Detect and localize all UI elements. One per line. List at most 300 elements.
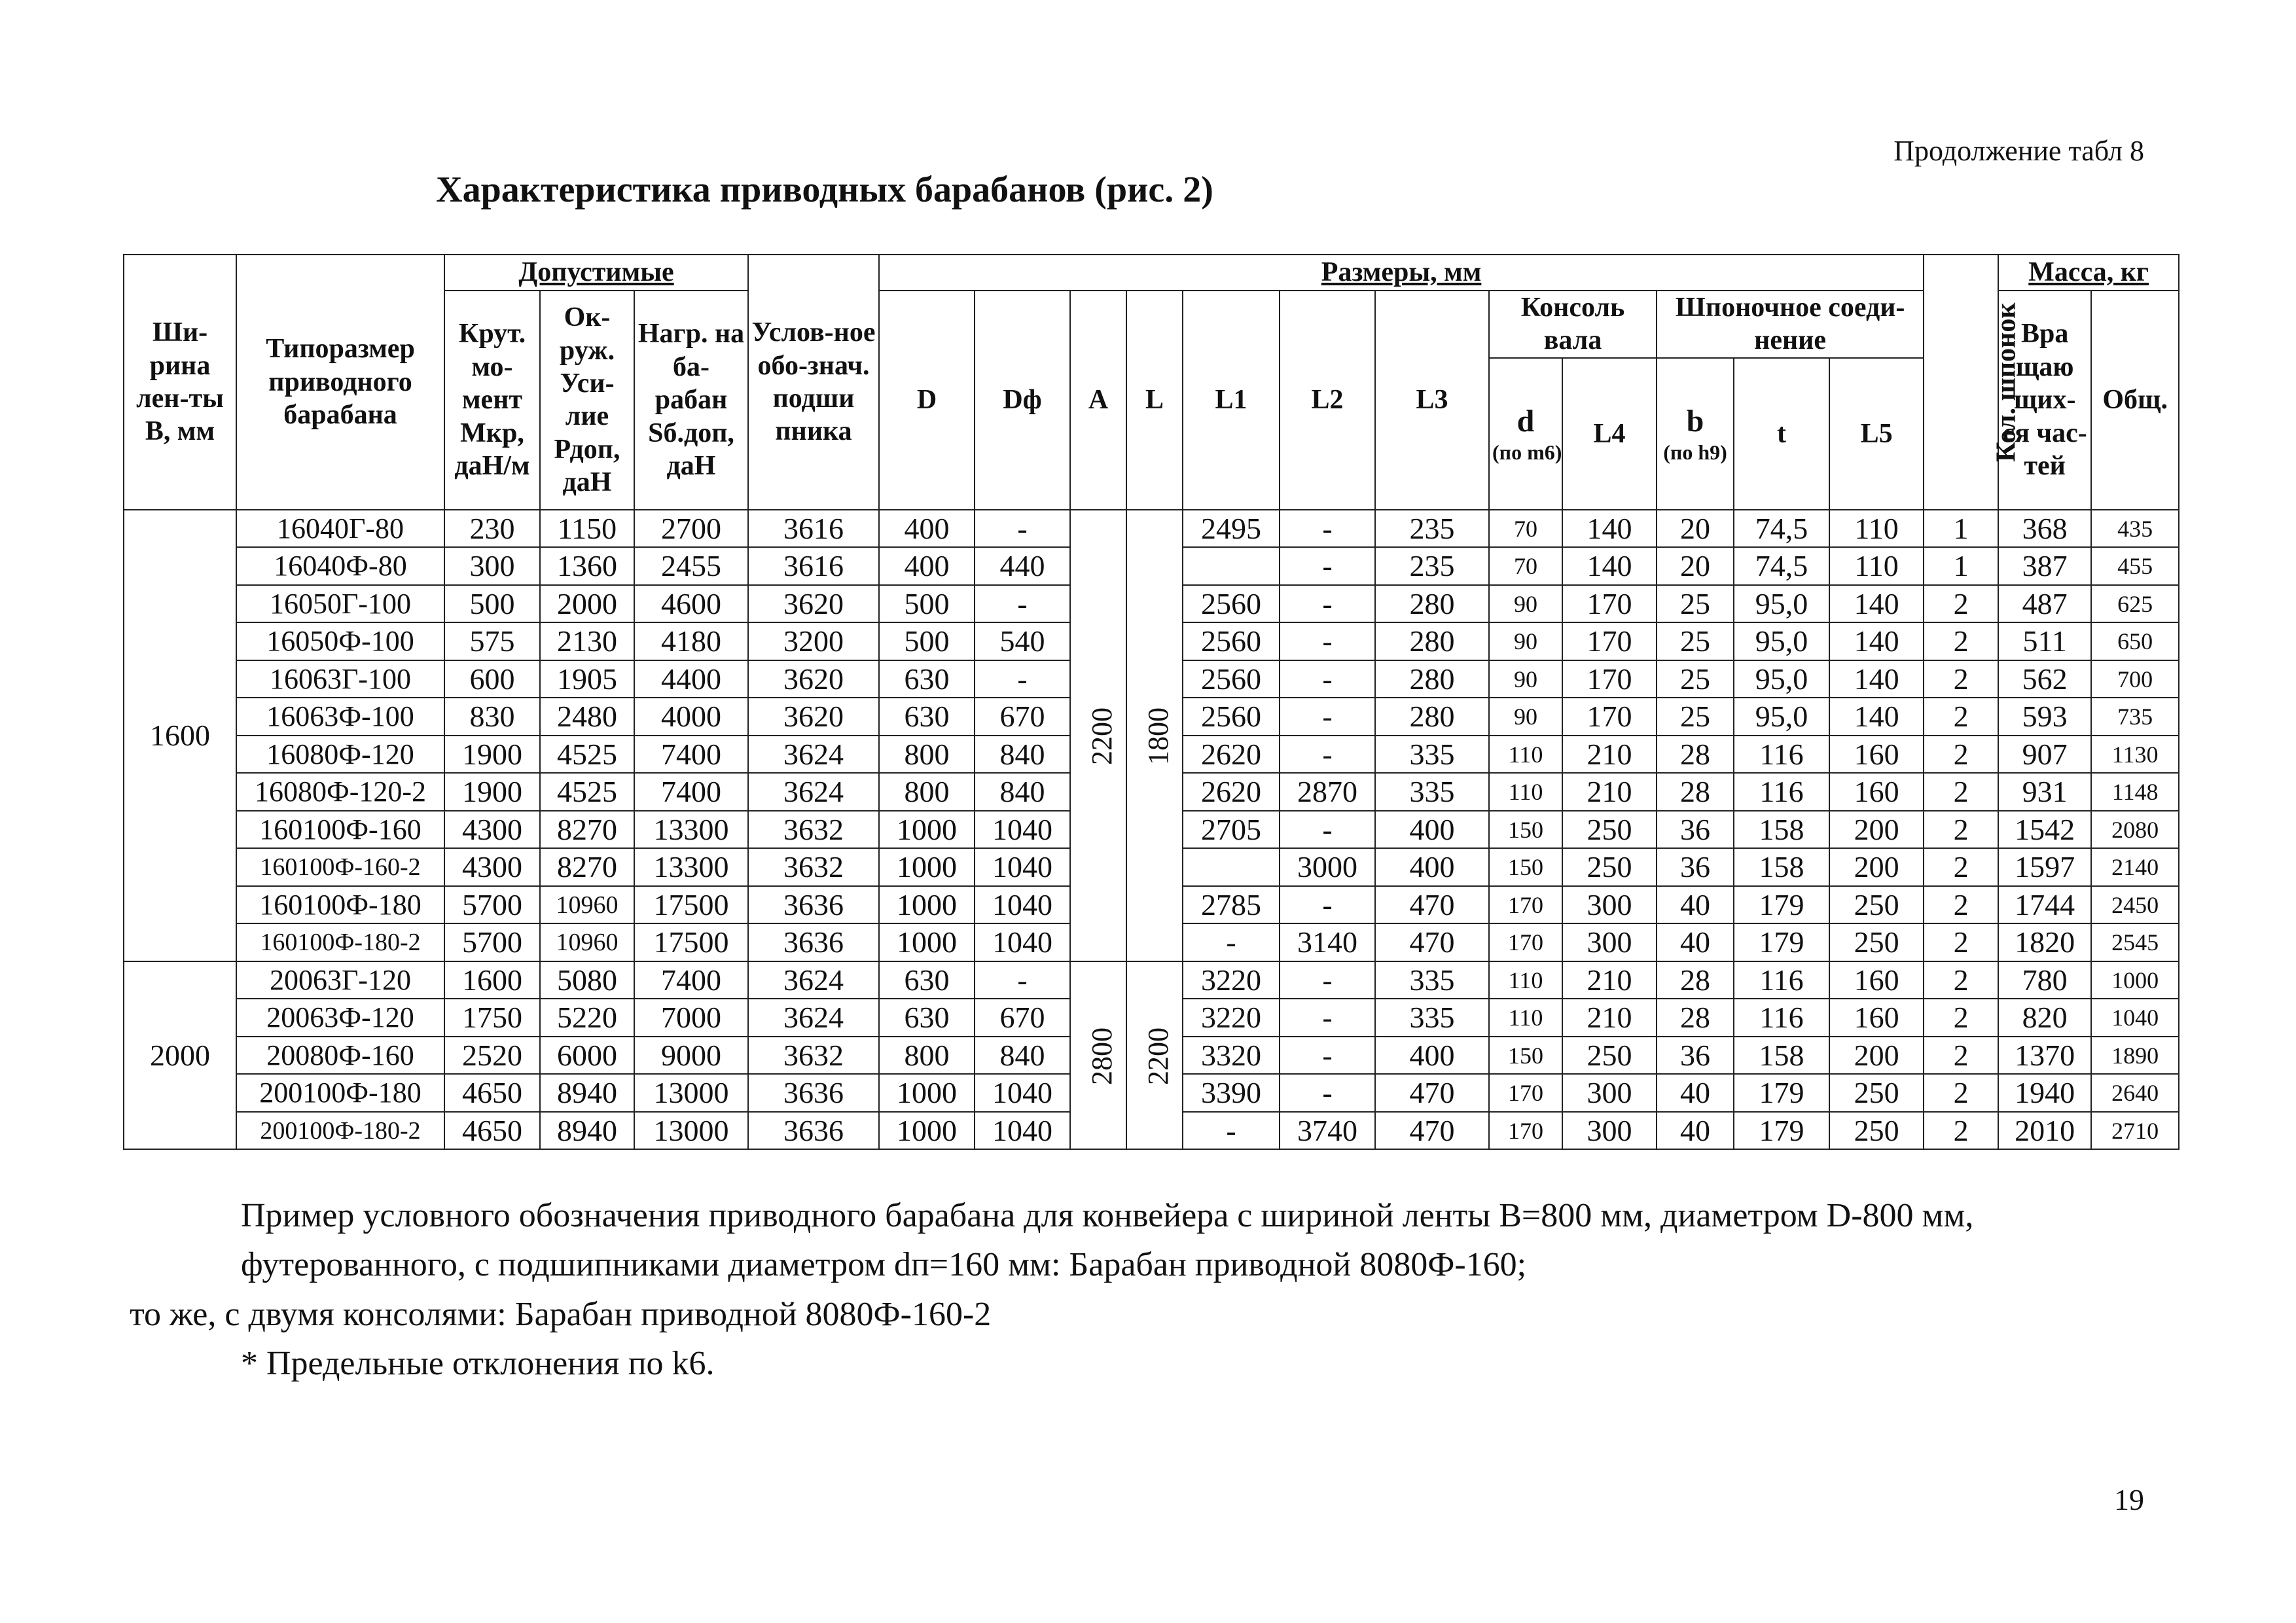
D-cell: 1000 bbox=[879, 811, 975, 849]
L4-cell: 170 bbox=[1562, 660, 1657, 698]
L3-cell: 335 bbox=[1375, 999, 1489, 1037]
Df-cell: 840 bbox=[975, 1037, 1070, 1075]
L1-cell: 2560 bbox=[1183, 698, 1280, 736]
L2-cell: - bbox=[1280, 510, 1375, 548]
L3-cell: 470 bbox=[1375, 1112, 1489, 1150]
torque-cell: 5700 bbox=[444, 923, 540, 961]
L4-cell: 210 bbox=[1562, 999, 1657, 1037]
load-cell: 7400 bbox=[634, 736, 748, 774]
torque-cell: 500 bbox=[444, 585, 540, 623]
b-cell: 36 bbox=[1657, 848, 1734, 886]
L1-cell: 3390 bbox=[1183, 1074, 1280, 1112]
L4-cell: 210 bbox=[1562, 736, 1657, 774]
torque-cell: 1750 bbox=[444, 999, 540, 1037]
mass-total-cell: 625 bbox=[2091, 585, 2179, 623]
mass-total-cell: 1000 bbox=[2091, 961, 2179, 999]
header-type: Типоразмер приводного барабана bbox=[236, 255, 444, 510]
type-cell: 16063Г-100 bbox=[236, 660, 444, 698]
continuation-label: Продолжение табл 8 bbox=[1893, 135, 2144, 167]
L2-cell: - bbox=[1280, 1074, 1375, 1112]
L3-cell: 470 bbox=[1375, 1074, 1489, 1112]
L3-cell: 280 bbox=[1375, 585, 1489, 623]
force-cell: 1905 bbox=[540, 660, 634, 698]
Df-cell: 1040 bbox=[975, 1112, 1070, 1150]
L-cell: 2200 bbox=[1126, 961, 1183, 1150]
b-cell: 36 bbox=[1657, 811, 1734, 849]
load-cell: 17500 bbox=[634, 886, 748, 924]
bearing-cell: 3624 bbox=[748, 773, 879, 811]
header-designation: Услов-ное обо-знач. подши пника bbox=[748, 255, 879, 510]
L5-cell: 200 bbox=[1829, 1037, 1924, 1075]
L3-cell: 470 bbox=[1375, 923, 1489, 961]
load-cell: 9000 bbox=[634, 1037, 748, 1075]
bearing-cell: 3200 bbox=[748, 622, 879, 660]
bearing-cell: 3616 bbox=[748, 547, 879, 585]
force-cell: 1360 bbox=[540, 547, 634, 585]
belt-width-cell: 1600 bbox=[124, 510, 236, 961]
Df-cell: 670 bbox=[975, 698, 1070, 736]
force-cell: 6000 bbox=[540, 1037, 634, 1075]
torque-cell: 1900 bbox=[444, 773, 540, 811]
b-cell: 20 bbox=[1657, 547, 1734, 585]
force-cell: 5220 bbox=[540, 999, 634, 1037]
L3-cell: 335 bbox=[1375, 773, 1489, 811]
header-D: D bbox=[879, 291, 975, 510]
L4-cell: 210 bbox=[1562, 961, 1657, 999]
header-mass-total: Общ. bbox=[2091, 291, 2179, 510]
L1-cell: 2620 bbox=[1183, 773, 1280, 811]
d-cell: 170 bbox=[1489, 923, 1562, 961]
L1-cell: 2785 bbox=[1183, 886, 1280, 924]
Df-cell: 670 bbox=[975, 999, 1070, 1037]
t-cell: 179 bbox=[1734, 1112, 1829, 1150]
D-cell: 1000 bbox=[879, 923, 975, 961]
L5-cell: 110 bbox=[1829, 510, 1924, 548]
d-cell: 150 bbox=[1489, 848, 1562, 886]
Df-cell: 840 bbox=[975, 736, 1070, 774]
type-cell: 16040Г-80 bbox=[236, 510, 444, 548]
keys-cell: 2 bbox=[1924, 736, 1998, 774]
b-cell: 25 bbox=[1657, 622, 1734, 660]
torque-cell: 1600 bbox=[444, 961, 540, 999]
b-cell: 40 bbox=[1657, 923, 1734, 961]
bearing-cell: 3632 bbox=[748, 1037, 879, 1075]
header-allowable: Допустимые bbox=[444, 255, 748, 291]
t-cell: 116 bbox=[1734, 773, 1829, 811]
mass-rotating-cell: 511 bbox=[1998, 622, 2091, 660]
mass-rotating-cell: 1542 bbox=[1998, 811, 2091, 849]
t-cell: 179 bbox=[1734, 886, 1829, 924]
D-cell: 630 bbox=[879, 999, 975, 1037]
L4-cell: 250 bbox=[1562, 848, 1657, 886]
bearing-cell: 3636 bbox=[748, 923, 879, 961]
L5-cell: 160 bbox=[1829, 961, 1924, 999]
Df-cell: 1040 bbox=[975, 848, 1070, 886]
header-b: b (по h9) bbox=[1657, 358, 1734, 510]
mass-rotating-cell: 1820 bbox=[1998, 923, 2091, 961]
D-cell: 1000 bbox=[879, 886, 975, 924]
mass-total-cell: 650 bbox=[2091, 622, 2179, 660]
L3-cell: 280 bbox=[1375, 622, 1489, 660]
d-cell: 170 bbox=[1489, 1074, 1562, 1112]
torque-cell: 230 bbox=[444, 510, 540, 548]
type-cell: 16080Ф-120 bbox=[236, 736, 444, 774]
L2-cell: - bbox=[1280, 585, 1375, 623]
keys-cell: 2 bbox=[1924, 848, 1998, 886]
header-force: Ок-руж. Уси-лие Рдоп, даН bbox=[540, 291, 634, 510]
force-cell: 8940 bbox=[540, 1112, 634, 1150]
b-cell: 25 bbox=[1657, 585, 1734, 623]
L5-cell: 160 bbox=[1829, 736, 1924, 774]
A-cell: 2800 bbox=[1070, 961, 1126, 1150]
L4-cell: 140 bbox=[1562, 510, 1657, 548]
L5-cell: 200 bbox=[1829, 848, 1924, 886]
note-two-consoles: то же, с двумя консолями: Барабан приводной 8080Ф-160-2 bbox=[130, 1295, 992, 1333]
d-cell: 110 bbox=[1489, 999, 1562, 1037]
Df-cell: - bbox=[975, 585, 1070, 623]
b-cell: 36 bbox=[1657, 1037, 1734, 1075]
d-cell: 170 bbox=[1489, 1112, 1562, 1150]
header-d: d (по m6) bbox=[1489, 358, 1562, 510]
load-cell: 13300 bbox=[634, 811, 748, 849]
L5-cell: 140 bbox=[1829, 698, 1924, 736]
L4-cell: 300 bbox=[1562, 923, 1657, 961]
load-cell: 13300 bbox=[634, 848, 748, 886]
t-cell: 116 bbox=[1734, 736, 1829, 774]
force-cell: 2480 bbox=[540, 698, 634, 736]
type-cell: 16040Ф-80 bbox=[236, 547, 444, 585]
D-cell: 800 bbox=[879, 736, 975, 774]
D-cell: 800 bbox=[879, 1037, 975, 1075]
torque-cell: 600 bbox=[444, 660, 540, 698]
mass-total-cell: 1130 bbox=[2091, 736, 2179, 774]
table-body bbox=[124, 510, 2179, 1150]
L3-cell: 470 bbox=[1375, 886, 1489, 924]
D-cell: 1000 bbox=[879, 1074, 975, 1112]
d-cell: 150 bbox=[1489, 811, 1562, 849]
L1-cell: - bbox=[1183, 923, 1280, 961]
type-cell: 20063Ф-120 bbox=[236, 999, 444, 1037]
L2-cell: 3140 bbox=[1280, 923, 1375, 961]
keys-cell: 2 bbox=[1924, 923, 1998, 961]
load-cell: 7400 bbox=[634, 961, 748, 999]
L4-cell: 170 bbox=[1562, 698, 1657, 736]
L4-cell: 210 bbox=[1562, 773, 1657, 811]
torque-cell: 830 bbox=[444, 698, 540, 736]
type-cell: 16050Г-100 bbox=[236, 585, 444, 623]
bearing-cell: 3620 bbox=[748, 698, 879, 736]
type-cell: 160100Ф-180 bbox=[236, 886, 444, 924]
header-width: Ши-рина лен-ты В, мм bbox=[124, 255, 236, 510]
keys-cell: 2 bbox=[1924, 698, 1998, 736]
L2-cell: 3000 bbox=[1280, 848, 1375, 886]
torque-cell: 1900 bbox=[444, 736, 540, 774]
mass-rotating-cell: 1744 bbox=[1998, 886, 2091, 924]
bearing-cell: 3624 bbox=[748, 999, 879, 1037]
torque-cell: 300 bbox=[444, 547, 540, 585]
Df-cell: 1040 bbox=[975, 811, 1070, 849]
L4-cell: 250 bbox=[1562, 811, 1657, 849]
header-L3: L3 bbox=[1375, 291, 1489, 510]
load-cell: 13000 bbox=[634, 1112, 748, 1150]
note-block bbox=[130, 1191, 2165, 1389]
mass-total-cell: 2450 bbox=[2091, 886, 2179, 924]
d-cell: 70 bbox=[1489, 547, 1562, 585]
force-cell: 10960 bbox=[540, 886, 634, 924]
header-key: Шпоночное соеди-нение bbox=[1657, 291, 1924, 358]
L1-cell bbox=[1183, 848, 1280, 886]
L5-cell: 250 bbox=[1829, 923, 1924, 961]
mass-total-cell: 735 bbox=[2091, 698, 2179, 736]
L5-cell: 140 bbox=[1829, 585, 1924, 623]
mass-rotating-cell: 780 bbox=[1998, 961, 2091, 999]
mass-total-cell: 1148 bbox=[2091, 773, 2179, 811]
keys-cell: 2 bbox=[1924, 1112, 1998, 1150]
D-cell: 500 bbox=[879, 585, 975, 623]
Df-cell: 440 bbox=[975, 547, 1070, 585]
L1-cell: 3220 bbox=[1183, 999, 1280, 1037]
L2-cell: - bbox=[1280, 886, 1375, 924]
L2-cell: - bbox=[1280, 660, 1375, 698]
mass-total-cell: 2640 bbox=[2091, 1074, 2179, 1112]
L1-cell: 2620 bbox=[1183, 736, 1280, 774]
force-cell: 8270 bbox=[540, 811, 634, 849]
mass-total-cell: 1040 bbox=[2091, 999, 2179, 1037]
bearing-cell: 3636 bbox=[748, 886, 879, 924]
b-cell: 20 bbox=[1657, 510, 1734, 548]
D-cell: 800 bbox=[879, 773, 975, 811]
L3-cell: 235 bbox=[1375, 510, 1489, 548]
torque-cell: 2520 bbox=[444, 1037, 540, 1075]
d-cell: 110 bbox=[1489, 961, 1562, 999]
L3-cell: 400 bbox=[1375, 811, 1489, 849]
t-cell: 158 bbox=[1734, 1037, 1829, 1075]
mass-rotating-cell: 1940 bbox=[1998, 1074, 2091, 1112]
keys-cell: 2 bbox=[1924, 886, 1998, 924]
header-mass: Масса, кг bbox=[1998, 255, 2179, 291]
Df-cell: 840 bbox=[975, 773, 1070, 811]
mass-rotating-cell: 907 bbox=[1998, 736, 2091, 774]
keys-cell: 2 bbox=[1924, 773, 1998, 811]
t-cell: 158 bbox=[1734, 848, 1829, 886]
mass-rotating-cell: 387 bbox=[1998, 547, 2091, 585]
load-cell: 4600 bbox=[634, 585, 748, 623]
t-cell: 158 bbox=[1734, 811, 1829, 849]
L2-cell: - bbox=[1280, 811, 1375, 849]
L2-cell: 2870 bbox=[1280, 773, 1375, 811]
force-cell: 2000 bbox=[540, 585, 634, 623]
d-cell: 110 bbox=[1489, 773, 1562, 811]
L1-cell: 3220 bbox=[1183, 961, 1280, 999]
L2-cell: - bbox=[1280, 622, 1375, 660]
drums-table bbox=[123, 254, 2179, 1150]
bearing-cell: 3616 bbox=[748, 510, 879, 548]
b-cell: 25 bbox=[1657, 660, 1734, 698]
header-dimensions: Размеры, мм bbox=[879, 255, 1924, 291]
L2-cell: - bbox=[1280, 698, 1375, 736]
keys-cell: 1 bbox=[1924, 510, 1998, 548]
L2-cell: - bbox=[1280, 1037, 1375, 1075]
force-cell: 8270 bbox=[540, 848, 634, 886]
L3-cell: 235 bbox=[1375, 547, 1489, 585]
load-cell: 17500 bbox=[634, 923, 748, 961]
keys-cell: 2 bbox=[1924, 660, 1998, 698]
L3-cell: 335 bbox=[1375, 961, 1489, 999]
force-cell: 4525 bbox=[540, 773, 634, 811]
mass-total-cell: 1890 bbox=[2091, 1037, 2179, 1075]
keys-cell: 2 bbox=[1924, 585, 1998, 623]
load-cell: 2455 bbox=[634, 547, 748, 585]
L5-cell: 160 bbox=[1829, 773, 1924, 811]
D-cell: 630 bbox=[879, 698, 975, 736]
t-cell: 74,5 bbox=[1734, 510, 1829, 548]
t-cell: 179 bbox=[1734, 1074, 1829, 1112]
L5-cell: 250 bbox=[1829, 886, 1924, 924]
Df-cell: - bbox=[975, 660, 1070, 698]
L2-cell: - bbox=[1280, 736, 1375, 774]
type-cell: 16050Ф-100 bbox=[236, 622, 444, 660]
torque-cell: 5700 bbox=[444, 886, 540, 924]
force-cell: 1150 bbox=[540, 510, 634, 548]
bearing-cell: 3620 bbox=[748, 660, 879, 698]
Df-cell: 540 bbox=[975, 622, 1070, 660]
L5-cell: 140 bbox=[1829, 622, 1924, 660]
header-A: A bbox=[1070, 291, 1126, 510]
bearing-cell: 3620 bbox=[748, 585, 879, 623]
L5-cell: 250 bbox=[1829, 1074, 1924, 1112]
t-cell: 95,0 bbox=[1734, 585, 1829, 623]
L4-cell: 300 bbox=[1562, 1074, 1657, 1112]
t-cell: 179 bbox=[1734, 923, 1829, 961]
load-cell: 4180 bbox=[634, 622, 748, 660]
Df-cell: 1040 bbox=[975, 1074, 1070, 1112]
d-cell: 110 bbox=[1489, 736, 1562, 774]
mass-rotating-cell: 487 bbox=[1998, 585, 2091, 623]
force-cell: 2130 bbox=[540, 622, 634, 660]
mass-rotating-cell: 593 bbox=[1998, 698, 2091, 736]
mass-total-cell: 700 bbox=[2091, 660, 2179, 698]
L1-cell: - bbox=[1183, 1112, 1280, 1150]
keys-cell: 2 bbox=[1924, 1037, 1998, 1075]
D-cell: 1000 bbox=[879, 1112, 975, 1150]
b-cell: 28 bbox=[1657, 736, 1734, 774]
load-cell: 4400 bbox=[634, 660, 748, 698]
L1-cell: 2560 bbox=[1183, 660, 1280, 698]
bearing-cell: 3632 bbox=[748, 848, 879, 886]
note-tolerance: * Предельные отклонения по k6. bbox=[241, 1345, 715, 1383]
d-cell: 90 bbox=[1489, 585, 1562, 623]
Df-cell: 1040 bbox=[975, 923, 1070, 961]
keys-cell: 2 bbox=[1924, 1074, 1998, 1112]
mass-rotating-cell: 1597 bbox=[1998, 848, 2091, 886]
keys-cell: 2 bbox=[1924, 622, 1998, 660]
L5-cell: 110 bbox=[1829, 547, 1924, 585]
L2-cell: - bbox=[1280, 547, 1375, 585]
bearing-cell: 3632 bbox=[748, 811, 879, 849]
header-L2: L2 bbox=[1280, 291, 1375, 510]
mass-rotating-cell: 1370 bbox=[1998, 1037, 2091, 1075]
D-cell: 400 bbox=[879, 510, 975, 548]
L3-cell: 400 bbox=[1375, 1037, 1489, 1075]
L5-cell: 200 bbox=[1829, 811, 1924, 849]
b-cell: 28 bbox=[1657, 961, 1734, 999]
b-cell: 25 bbox=[1657, 698, 1734, 736]
mass-total-cell: 2710 bbox=[2091, 1112, 2179, 1150]
L4-cell: 170 bbox=[1562, 585, 1657, 623]
header-Df: Dф bbox=[975, 291, 1070, 510]
b-cell: 28 bbox=[1657, 999, 1734, 1037]
force-cell: 10960 bbox=[540, 923, 634, 961]
type-cell: 20063Г-120 bbox=[236, 961, 444, 999]
force-cell: 8940 bbox=[540, 1074, 634, 1112]
table-row bbox=[124, 510, 2179, 548]
page-number: 19 bbox=[2114, 1483, 2144, 1516]
D-cell: 630 bbox=[879, 660, 975, 698]
L1-cell: 2495 bbox=[1183, 510, 1280, 548]
L3-cell: 280 bbox=[1375, 660, 1489, 698]
type-cell: 16063Ф-100 bbox=[236, 698, 444, 736]
L3-cell: 335 bbox=[1375, 736, 1489, 774]
bearing-cell: 3636 bbox=[748, 1074, 879, 1112]
d-cell: 90 bbox=[1489, 622, 1562, 660]
type-cell: 160100Ф-160-2 bbox=[236, 848, 444, 886]
header-load: Нагр. на ба-рабан Sб.доп, даН bbox=[634, 291, 748, 510]
t-cell: 116 bbox=[1734, 999, 1829, 1037]
load-cell: 13000 bbox=[634, 1074, 748, 1112]
header-L1: L1 bbox=[1183, 291, 1280, 510]
b-cell: 28 bbox=[1657, 773, 1734, 811]
d-cell: 70 bbox=[1489, 510, 1562, 548]
d-cell: 90 bbox=[1489, 698, 1562, 736]
L4-cell: 170 bbox=[1562, 622, 1657, 660]
header-torque: Крут. мо-мент Мкр, даН/м bbox=[444, 291, 540, 510]
load-cell: 7000 bbox=[634, 999, 748, 1037]
D-cell: 1000 bbox=[879, 848, 975, 886]
bearing-cell: 3624 bbox=[748, 736, 879, 774]
header-L4: L4 bbox=[1562, 358, 1657, 510]
type-cell: 160100Ф-160 bbox=[236, 811, 444, 849]
D-cell: 400 bbox=[879, 547, 975, 585]
keys-cell: 2 bbox=[1924, 961, 1998, 999]
L5-cell: 160 bbox=[1829, 999, 1924, 1037]
L5-cell: 250 bbox=[1829, 1112, 1924, 1150]
type-cell: 200100Ф-180 bbox=[236, 1074, 444, 1112]
load-cell: 4000 bbox=[634, 698, 748, 736]
Df-cell: 1040 bbox=[975, 886, 1070, 924]
mass-total-cell: 455 bbox=[2091, 547, 2179, 585]
A-cell: 2200 bbox=[1070, 510, 1126, 961]
force-cell: 5080 bbox=[540, 961, 634, 999]
load-cell: 2700 bbox=[634, 510, 748, 548]
t-cell: 95,0 bbox=[1734, 660, 1829, 698]
b-cell: 40 bbox=[1657, 886, 1734, 924]
type-cell: 16080Ф-120-2 bbox=[236, 773, 444, 811]
mass-rotating-cell: 368 bbox=[1998, 510, 2091, 548]
D-cell: 630 bbox=[879, 961, 975, 999]
bearing-cell: 3624 bbox=[748, 961, 879, 999]
L4-cell: 300 bbox=[1562, 886, 1657, 924]
force-cell: 4525 bbox=[540, 736, 634, 774]
L1-cell: 3320 bbox=[1183, 1037, 1280, 1075]
header-keys: Кол. шпонок bbox=[1924, 255, 1998, 510]
torque-cell: 4300 bbox=[444, 848, 540, 886]
L2-cell: - bbox=[1280, 961, 1375, 999]
L5-cell: 140 bbox=[1829, 660, 1924, 698]
keys-cell: 1 bbox=[1924, 547, 1998, 585]
mass-total-cell: 2080 bbox=[2091, 811, 2179, 849]
mass-rotating-cell: 562 bbox=[1998, 660, 2091, 698]
table-row bbox=[124, 961, 2179, 999]
